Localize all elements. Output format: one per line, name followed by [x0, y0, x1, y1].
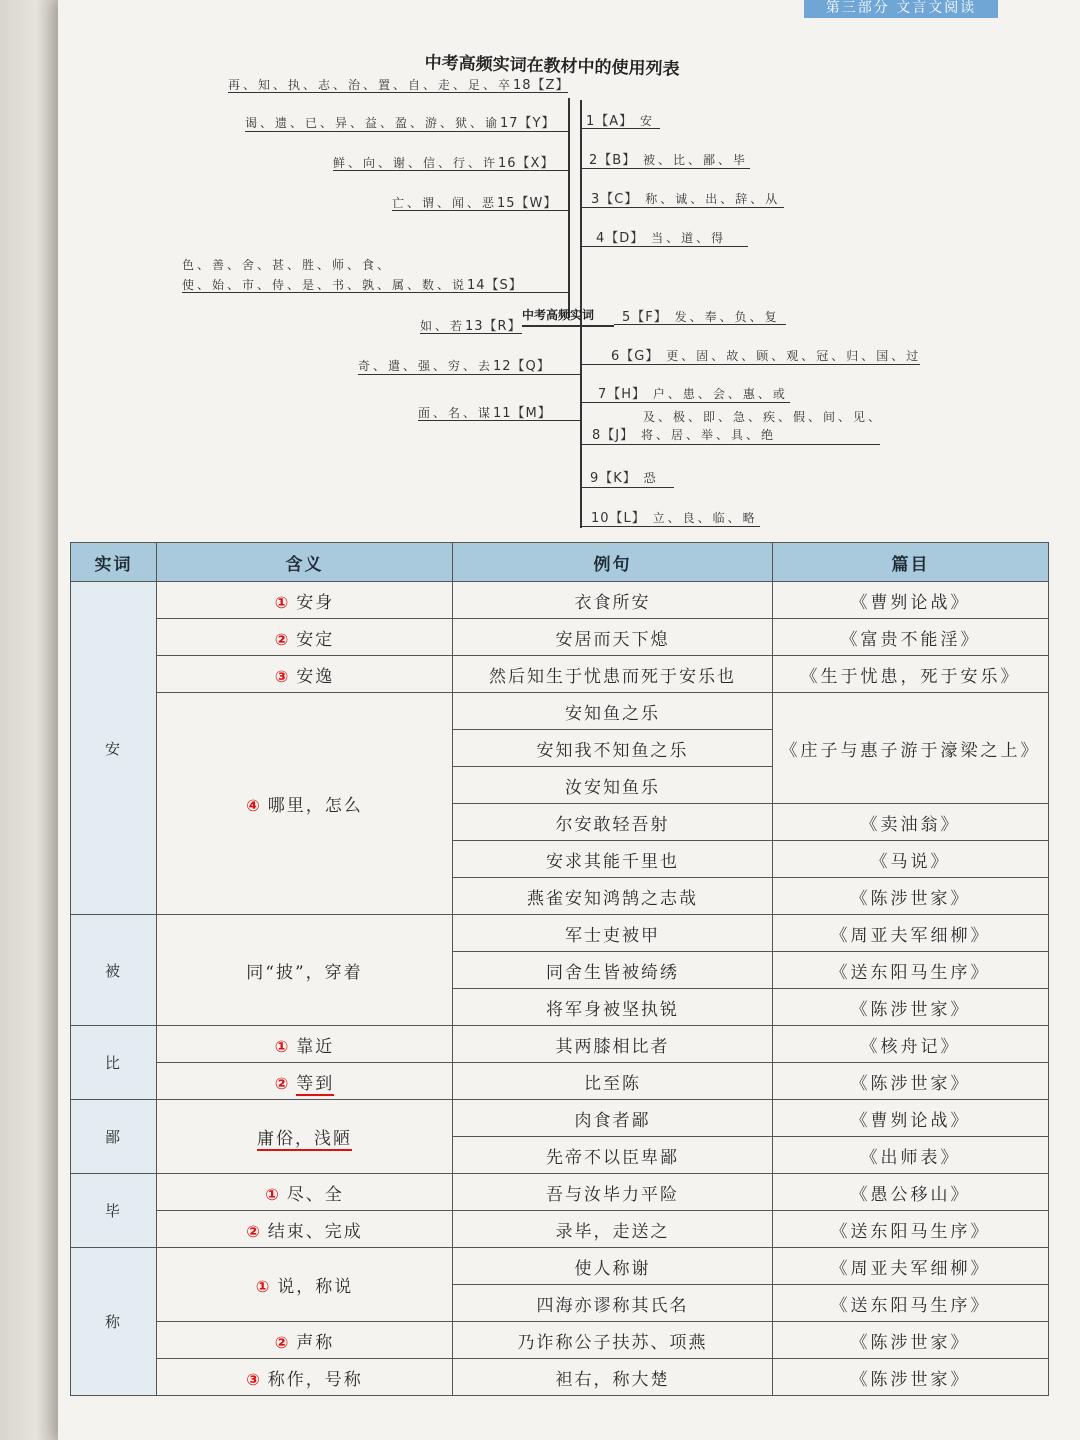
branch-z: 再、知、执、志、治、置、自、走、足、卒18【Z】 [228, 78, 570, 93]
branch-f: 5【F】 发、奉、负、复 [622, 310, 780, 325]
meaning-cell: ② 结束、完成 [157, 1211, 453, 1248]
center-underline [522, 325, 614, 327]
example-cell: 吾与汝毕力平险 [453, 1174, 773, 1211]
table-row [71, 1174, 1049, 1211]
branch-h: 7【H】 户、患、会、惠、或 [598, 387, 788, 402]
word-cell: 被 [71, 915, 157, 1026]
source-cell: 《陈涉世家》 [773, 1359, 1049, 1396]
source-cell: 《送东阳马生序》 [773, 1285, 1049, 1322]
mindmap [0, 0, 1080, 540]
table-row [71, 915, 1049, 952]
meaning-cell: ① 尽、全 [157, 1174, 453, 1211]
source-cell: 《陈涉世家》 [773, 878, 1049, 915]
example-cell: 安知鱼之乐 [453, 693, 773, 730]
source-cell: 《庄子与惠子游于濠梁之上》 [773, 693, 1049, 804]
source-cell: 《送东阳马生序》 [773, 1211, 1049, 1248]
example-cell: 其两膝相比者 [453, 1026, 773, 1063]
table-row [71, 1100, 1049, 1137]
word-cell: 毕 [71, 1174, 157, 1248]
branch-w: 亡、谓、闻、恶15【W】 [392, 196, 558, 211]
source-cell: 《核舟记》 [773, 1026, 1049, 1063]
meaning-cell: ② 安定 [157, 619, 453, 656]
trunk-left-line [568, 98, 570, 318]
mindmap-title: 中考高频实词在教材中的使用列表 [424, 52, 680, 80]
source-cell: 《陈涉世家》 [773, 989, 1049, 1026]
example-cell: 先帝不以臣卑鄙 [453, 1137, 773, 1174]
branch-m: 面、名、谋11【M】 [418, 406, 552, 421]
example-cell: 汝安知鱼乐 [453, 767, 773, 804]
vocab-table [70, 542, 1049, 1396]
branch-q: 奇、遣、强、穷、去12【Q】 [358, 359, 551, 374]
example-cell: 然后知生于忧患而死于安乐也 [453, 656, 773, 693]
example-cell: 将军身被坚执锐 [453, 989, 773, 1026]
table-row [71, 656, 1049, 693]
example-cell: 安居而天下熄 [453, 619, 773, 656]
source-cell: 《生于忧患，死于安乐》 [773, 656, 1049, 693]
meaning-cell: ② 声称 [157, 1322, 453, 1359]
meaning-cell: ③ 称作，号称 [157, 1359, 453, 1396]
source-cell: 《陈涉世家》 [773, 1063, 1049, 1100]
source-cell: 《卖油翁》 [773, 804, 1049, 841]
table-row [71, 1359, 1049, 1396]
word-cell: 称 [71, 1248, 157, 1396]
source-cell: 《出师表》 [773, 1137, 1049, 1174]
mindmap-center: 中考高频实词 [522, 308, 595, 322]
source-cell: 《愚公移山》 [773, 1174, 1049, 1211]
meaning-cell: ② 等到 [157, 1063, 453, 1100]
table-row [71, 582, 1049, 619]
example-cell: 尔安敢轻吾射 [453, 804, 773, 841]
table-row [71, 693, 1049, 730]
source-cell: 《周亚夫军细柳》 [773, 915, 1049, 952]
meaning-cell: ③ 安逸 [157, 656, 453, 693]
meaning-cell: ① 说，称说 [157, 1248, 453, 1322]
branch-j-2: 8【J】 将、居、举、具、绝 [592, 428, 776, 443]
source-cell: 《送东阳马生序》 [773, 952, 1049, 989]
table-row [71, 1248, 1049, 1285]
source-cell: 《马说》 [773, 841, 1049, 878]
branch-g: 6【G】 更、固、故、顾、观、冠、归、国、过 [611, 349, 922, 364]
col-header-example: 例句 [453, 543, 773, 582]
branch-j: 及、极、即、急、疾、假、间、见、 [643, 410, 884, 424]
example-cell: 衣食所安 [453, 582, 773, 619]
branch-s: 色、善、舍、甚、胜、师、食、 [182, 258, 393, 272]
branch-d: 4【D】 当、道、得 [596, 231, 727, 246]
example-cell: 录毕，走送之 [453, 1211, 773, 1248]
table-row [71, 1063, 1049, 1100]
branch-l: 10【L】 立、良、临、略 [591, 511, 758, 526]
example-cell: 同舍生皆被绮绣 [453, 952, 773, 989]
section-tag: 第三部分 文言文阅读 [804, 0, 998, 18]
branch-a: 1【A】 安 [586, 114, 656, 129]
table-row [71, 619, 1049, 656]
branch-x: 鲜、向、谢、信、行、许16【X】 [333, 156, 555, 171]
word-cell: 鄙 [71, 1100, 157, 1174]
col-header-meaning: 含义 [157, 543, 453, 582]
source-cell: 《曹刿论战》 [773, 1100, 1049, 1137]
col-header-source: 篇目 [773, 543, 1049, 582]
example-cell: 乃诈称公子扶苏、项燕 [453, 1322, 773, 1359]
source-cell: 《曹刿论战》 [773, 582, 1049, 619]
example-cell: 四海亦谬称其氏名 [453, 1285, 773, 1322]
table-row [71, 1211, 1049, 1248]
branch-c: 3【C】 称、诚、出、辞、从 [591, 192, 781, 207]
col-header-word: 实词 [71, 543, 157, 582]
branch-r: 如、若13【R】 [420, 319, 522, 334]
example-cell: 肉食者鄙 [453, 1100, 773, 1137]
meaning-cell: ④ 哪里，怎么 [157, 693, 453, 915]
word-cell: 比 [71, 1026, 157, 1100]
table-header-row [71, 543, 1049, 582]
source-cell: 《周亚夫军细柳》 [773, 1248, 1049, 1285]
example-cell: 燕雀安知鸿鹄之志哉 [453, 878, 773, 915]
table-row [71, 1322, 1049, 1359]
word-cell: 安 [71, 582, 157, 915]
branch-y: 谒、遗、已、异、益、盈、游、狱、谕17【Y】 [245, 116, 556, 131]
source-cell: 《富贵不能淫》 [773, 619, 1049, 656]
example-cell: 袒右，称大楚 [453, 1359, 773, 1396]
example-cell: 军士吏被甲 [453, 915, 773, 952]
table-row [71, 1026, 1049, 1063]
meaning-cell: ① 安身 [157, 582, 453, 619]
example-cell: 安知我不知鱼之乐 [453, 730, 773, 767]
meaning-cell: ① 靠近 [157, 1026, 453, 1063]
branch-b: 2【B】 被、比、鄙、毕 [589, 153, 749, 168]
meaning-cell: 庸俗，浅陋 [157, 1100, 453, 1174]
branch-s-2: 使、始、市、侍、是、书、孰、属、数、说14【S】 [182, 278, 523, 293]
example-cell: 使人称谢 [453, 1248, 773, 1285]
branch-k: 9【K】 恐 [590, 471, 659, 486]
example-cell: 比至陈 [453, 1063, 773, 1100]
source-cell: 《陈涉世家》 [773, 1322, 1049, 1359]
meaning-cell: 同“披”，穿着 [157, 915, 453, 1026]
example-cell: 安求其能千里也 [453, 841, 773, 878]
